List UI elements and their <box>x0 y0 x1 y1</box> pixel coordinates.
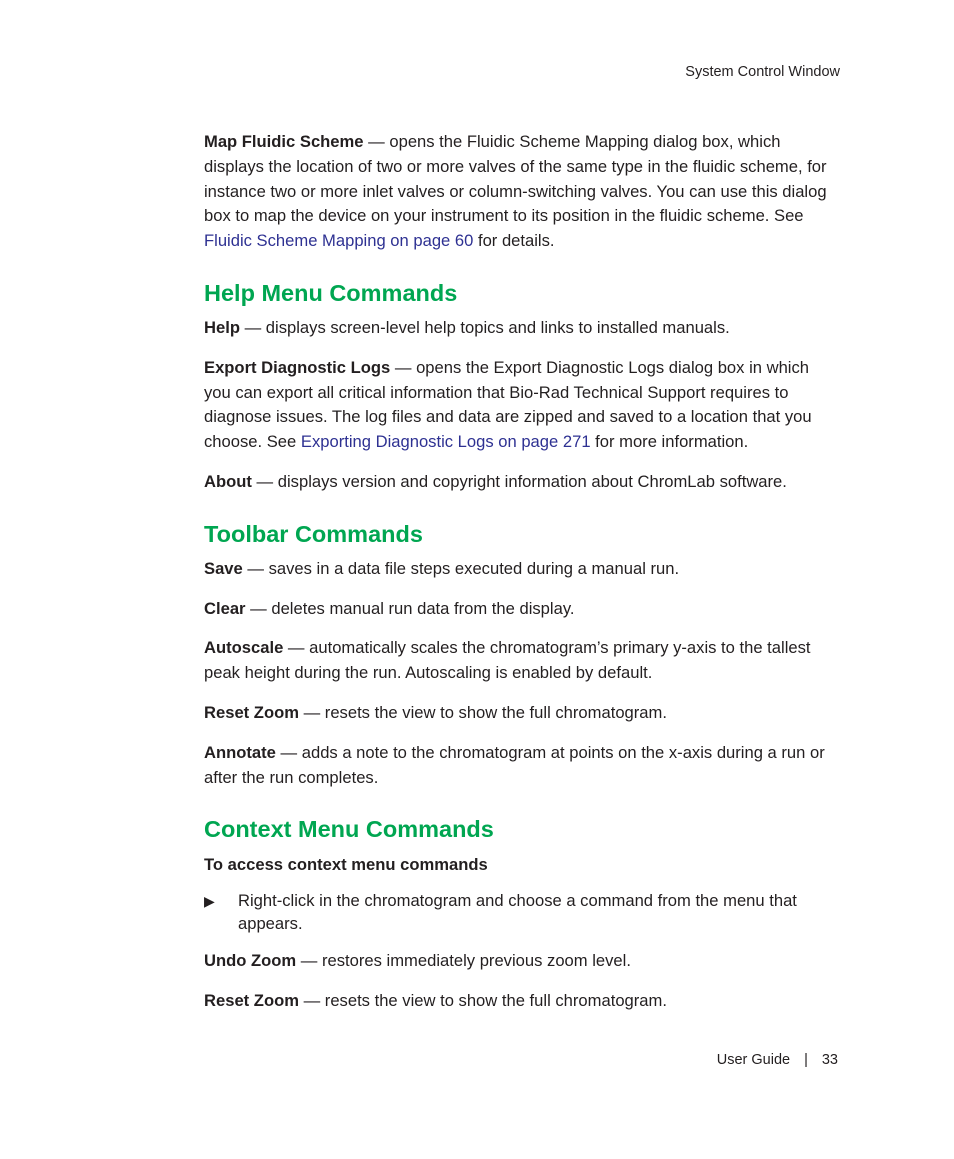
entry-text: saves in a data file steps executed during a manual run. <box>268 558 680 578</box>
entry-term: Clear <box>204 598 246 618</box>
entry-text-tail: for details. <box>473 231 555 251</box>
undo-zoom-entry <box>204 949 840 974</box>
entry-text: deletes manual run data from the display. <box>271 598 575 618</box>
procedure-step <box>204 890 840 935</box>
context-reset-zoom-entry <box>204 989 840 1014</box>
procedure-title: To access context menu commands <box>204 855 488 875</box>
export-diagnostic-logs-entry <box>204 356 840 455</box>
entry-term: About <box>204 471 252 491</box>
entry-dash: — <box>239 317 266 337</box>
entry-term: Save <box>204 558 243 578</box>
toolbar-heading: Toolbar Commands <box>204 520 423 547</box>
entry-dash: — <box>251 471 278 491</box>
entry-dash: — <box>242 558 269 578</box>
fluidic-scheme-mapping-link[interactable]: Fluidic Scheme Mapping on page 60 <box>204 231 474 251</box>
entry-text: opens the Export Diagnostic Logs dialog box in which you can export all critical information that Bio-Rad Technical Support requires to diagnose issues. The log files and data are zipped and saved to a location that you choose. See <box>204 357 812 452</box>
entry-text: adds a note to the chromatogram at points on the x-axis during a run or after the run completes. <box>204 742 825 787</box>
page-footer <box>717 1052 838 1068</box>
context-menu-heading: Context Menu Commands <box>204 816 494 843</box>
about-entry <box>204 470 840 495</box>
autoscale-entry <box>204 636 840 686</box>
entry-text-tail: for more information. <box>590 432 749 452</box>
page-number: 33 <box>821 1052 838 1068</box>
running-header: System Control Window <box>685 64 840 80</box>
help-entry <box>204 316 840 341</box>
clear-entry <box>204 597 840 622</box>
entry-term: Undo Zoom <box>204 951 297 971</box>
entry-term: Annotate <box>204 742 276 762</box>
entry-term: Help <box>204 317 240 337</box>
entry-text: resets the view to show the full chromatogram. <box>324 990 667 1010</box>
procedure-step-text: Right-click in the chromatogram and choose a command from the menu that appears. <box>238 891 797 933</box>
entry-term: Autoscale <box>204 638 284 658</box>
entry-text: displays version and copyright information about ChromLab software. <box>277 471 787 491</box>
save-entry <box>204 557 840 582</box>
entry-dash: — <box>363 132 390 151</box>
annotate-entry <box>204 741 840 791</box>
triangle-bullet-icon: ▶ <box>204 893 215 910</box>
entry-text: opens the Fluidic Scheme Mapping dialog box, which displays the location of two or more valves of the same type in the fluidic scheme, for instance two or more inlet valves or column-switching valves. You can use this dialog box to map the device on your instrument to its position in the fluidic scheme. See <box>204 132 827 226</box>
reset-zoom-entry <box>204 701 840 726</box>
entry-text: restores immediately previous zoom level. <box>322 951 631 971</box>
entry-dash: — <box>283 638 310 658</box>
entry-dash: — <box>296 951 322 971</box>
entry-dash: — <box>390 357 417 377</box>
entry-term: Map Fluidic Scheme <box>204 132 364 151</box>
footer-guide-label: User Guide <box>716 1052 791 1068</box>
entry-dash: — <box>275 742 302 762</box>
help-menu-heading: Help Menu Commands <box>204 279 458 306</box>
entry-text: automatically scales the chromatogram’s primary y-axis to the tallest peak height during the run. Autoscaling is enabled by default. <box>204 638 811 683</box>
exporting-diagnostic-logs-link[interactable]: Exporting Diagnostic Logs on page 271 <box>300 432 591 452</box>
entry-term: Reset Zoom <box>204 702 299 722</box>
page-content <box>204 130 840 1014</box>
entry-text: resets the view to show the full chromatogram. <box>324 702 667 722</box>
footer-separator: | <box>804 1052 808 1068</box>
entry-dash: — <box>298 702 325 722</box>
entry-term: Export Diagnostic Logs <box>204 357 391 377</box>
map-fluidic-scheme-entry <box>204 130 840 254</box>
entry-text: displays screen-level help topics and links to installed manuals. <box>265 317 730 337</box>
entry-term: Reset Zoom <box>204 990 299 1010</box>
entry-dash: — <box>245 598 272 618</box>
entry-dash: — <box>298 990 325 1010</box>
